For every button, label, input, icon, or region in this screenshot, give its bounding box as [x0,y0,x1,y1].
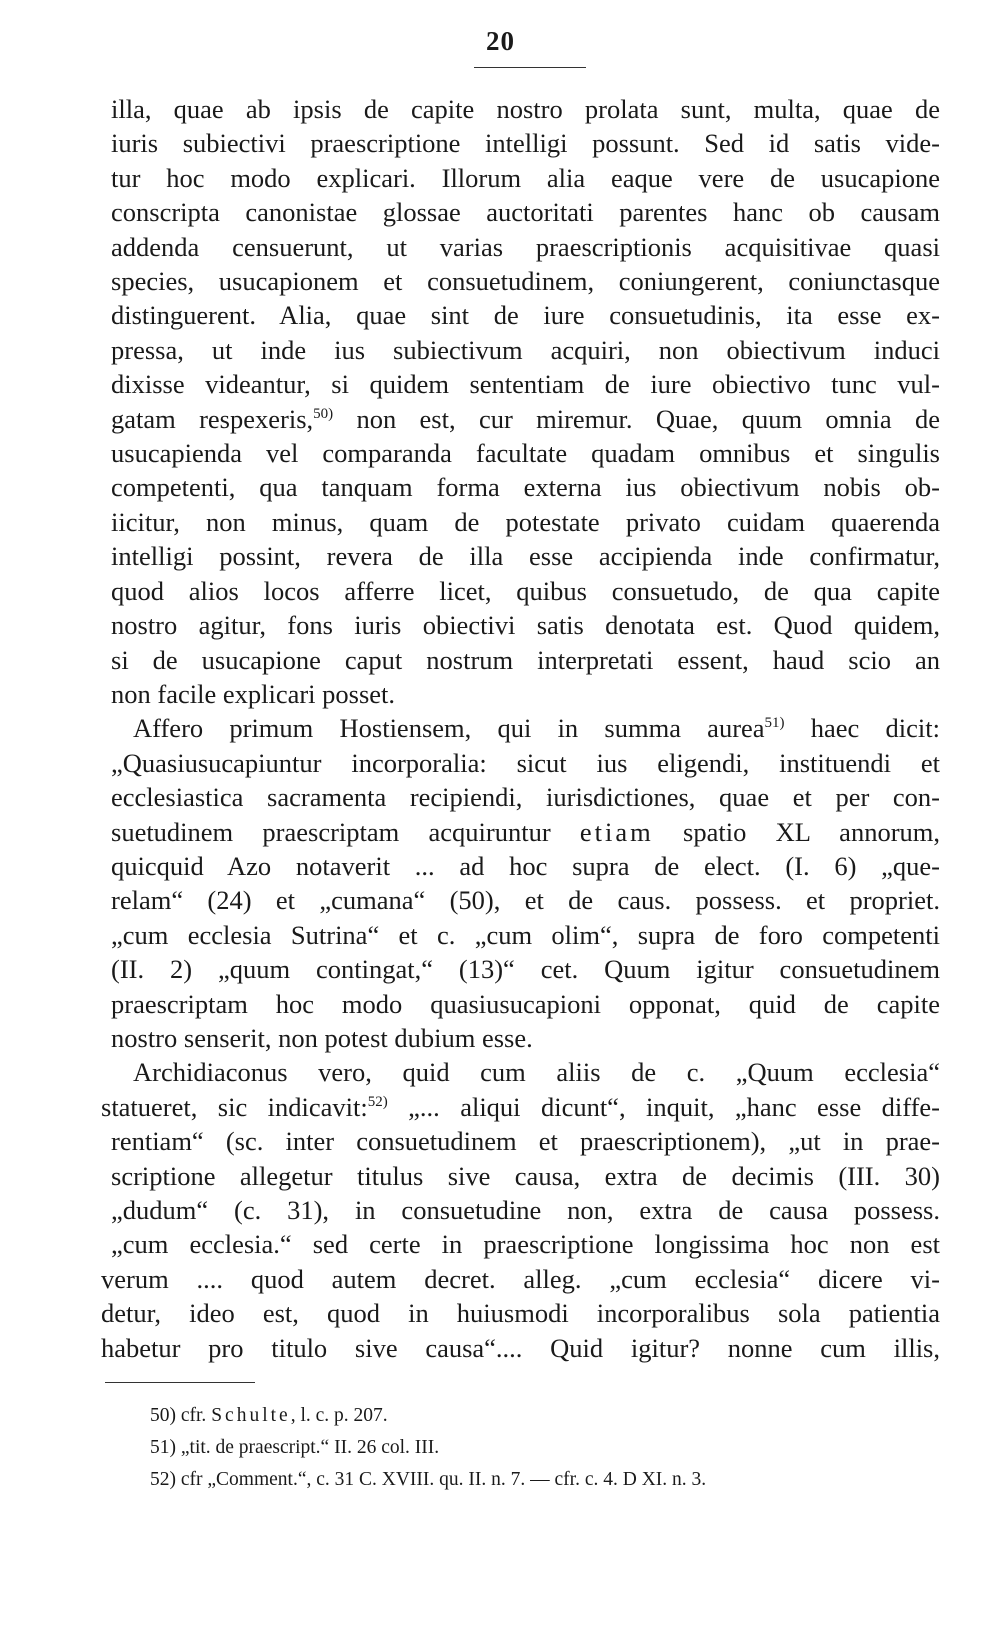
text-segment: detur, ideo est, quod in huiusmodi incorporalibus sola patientia [101,1298,940,1329]
text-line [111,402,940,436]
footnote-text: 51) „tit. de praescript.“ II. 26 col. III. [150,1437,440,1458]
text-segment: „cum ecclesia Sutrina“ et c. „cum olim“, supra de foro competenti [111,919,940,950]
text-line [111,161,940,195]
text-segment: „... aliqui dicunt“, inquit, „hanc esse diffe- [387,1091,940,1122]
text-segment: illa, quae ab ipsis de capite nostro prolata sunt, multa, quae de [111,94,940,124]
text-line [111,815,940,849]
text-line [111,987,940,1021]
text-segment: quicquid Azo notaverit ... ad hoc supra de elect. (I. 6) „que- [111,850,940,881]
text-segment: Affero primum Hostiensem, qui in summa aurea [133,713,765,744]
text-line [111,677,940,711]
text-segment: „Quasiusucapiuntur incorporalia: sicut ius eligendi, instituendi et [111,747,940,778]
footnotes [150,1400,940,1496]
text-segment: (II. 2) „quum contingat,“ (13)“ cet. Quum igitur consuetudinem [111,954,940,985]
text-line [111,92,940,126]
text-line [111,1159,940,1193]
text-segment: suetudinem praescriptam acquiruntur [111,816,580,847]
text-segment: scriptione allegetur titulus sive causa, extra de decimis (III. 30) [111,1160,940,1191]
text-line [111,333,940,367]
text-line [111,539,940,573]
footnote-52 [150,1464,940,1496]
text-line [111,1055,940,1089]
text-segment: relam“ (24) et „cumana“ (50), et de caus. possess. et propriet. [111,885,940,916]
page-number-rule [474,67,586,68]
text-segment: rentiam“ (sc. inter consuetudinem et praescriptionem), „ut in prae- [111,1126,940,1157]
text-segment: Archidiaconus vero, quid cum aliis de c. „Quum ecclesia“ [133,1057,940,1088]
text-segment: haec dicit: [784,713,940,744]
text-line [111,264,940,298]
text-segment: verum .... quod autem decret. alleg. „cum ecclesia“ dicere vi- [101,1263,940,1294]
spaced-emphasis: etiam [579,816,654,847]
text-segment: distinguerent. Alia, quae sint de iure consuetudinis, ita esse ex- [111,300,940,331]
text-segment: statueret, sic indicavit: [101,1091,368,1122]
text-segment: intelligi possint, revera de illa esse accipienda inde confirmatur, [111,541,940,572]
text-segment: quod alios locos afferre licet, quibus consuetudo, de qua capite [111,575,940,606]
text-segment: pressa, ut inde ius subiectivum acquiri, non obiectivum induci [111,334,940,365]
text-segment: conscripta canonistae glossae auctoritati parentes hanc ob causam [111,197,940,228]
footnote-separator [105,1382,255,1383]
text-segment: praescriptam hoc modo quasiusucapioni opponat, quid de capite [111,988,940,1019]
text-line [111,1227,940,1261]
text-segment: ecclesiastica sacramenta recipiendi, iurisdictiones, quae et per con- [111,782,940,813]
text-segment: iicitur, non minus, quam de potestate privato cuidam quaerenda [111,506,940,537]
footnote-text: , l. c. p. 207. [290,1405,388,1426]
footnote-ref-52: 52) [367,1093,388,1110]
text-line [111,1021,940,1055]
text-segment: nostro agitur, fons iuris obiectivi satis denotata est. Quod quidem, [111,610,940,641]
text-line [111,746,940,780]
text-segment: „dudum“ (c. 31), in consuetudine non, extra de causa possess. [111,1195,940,1225]
text-segment: iuris subiectivi praescriptione intelligi possunt. Sed id satis vide- [111,128,940,159]
text-segment: dixisse videantur, si quidem sententiam de iure obiectivo tunc vul- [111,369,940,400]
text-segment: usucapienda vel comparanda facultate quadam omnibus et singulis [111,438,940,469]
text-line [111,952,940,986]
text-line [111,918,940,952]
text-line [111,1193,940,1227]
footnote-ref-51: 51) [764,715,785,732]
text-line [111,883,940,917]
text-line [101,1090,940,1124]
text-line [111,1124,940,1158]
text-line [111,230,940,264]
text-segment: si de usucapione caput nostrum interpretati essent, haud scio an [111,644,940,675]
text-line [111,574,940,608]
text-segment: gatam respexeris, [111,403,314,434]
body-text [101,92,941,1365]
text-segment: nostro senserit, non potest dubium esse. [111,1022,533,1053]
text-line [111,298,940,332]
text-line [111,780,940,814]
text-line [111,608,940,642]
footnote-50 [150,1400,940,1432]
page-number: 20 [486,26,515,56]
footnote-text: 50) cfr. [150,1405,212,1426]
text-line [111,505,940,539]
text-line [101,1331,940,1365]
text-segment: competenti, qua tanquam forma externa ius obiectivum nobis ob- [111,472,940,503]
text-line [111,849,940,883]
text-line [111,470,940,504]
text-line [111,711,940,745]
text-segment: non facile explicari posset. [111,678,396,709]
text-segment: species, usucapionem et consuetudinem, coniungerent, coniunctasque [111,266,940,297]
text-segment: spatio XL annorum, [653,816,941,847]
text-segment: „cum ecclesia.“ sed certe in praescriptione longissima hoc non est [111,1229,940,1260]
text-segment: tur hoc modo explicari. Illorum alia eaque vere de usucapione [111,162,940,193]
text-line [111,195,940,229]
text-segment: non est, cur miremur. Quae, quum omnia de [333,403,940,434]
text-segment: addenda censuerunt, ut varias praescriptionis acquisitivae quasi [111,231,940,262]
footnote-51 [150,1432,940,1464]
spaced-emphasis: Schulte [211,1405,291,1426]
text-line [101,1262,940,1296]
footnote-text: 52) cfr „Comment.“, c. 31 C. XVIII. qu. II. n. 7. — cfr. c. 4. D XI. n. 3. [150,1469,707,1490]
text-line [111,367,940,401]
text-line [111,126,940,160]
text-line [111,643,940,677]
text-segment: habetur pro titulo sive causa“.... Quid igitur? nonne cum illis, [101,1332,940,1363]
text-line [111,436,940,470]
text-line [101,1296,940,1330]
footnote-ref-50: 50) [313,405,334,422]
